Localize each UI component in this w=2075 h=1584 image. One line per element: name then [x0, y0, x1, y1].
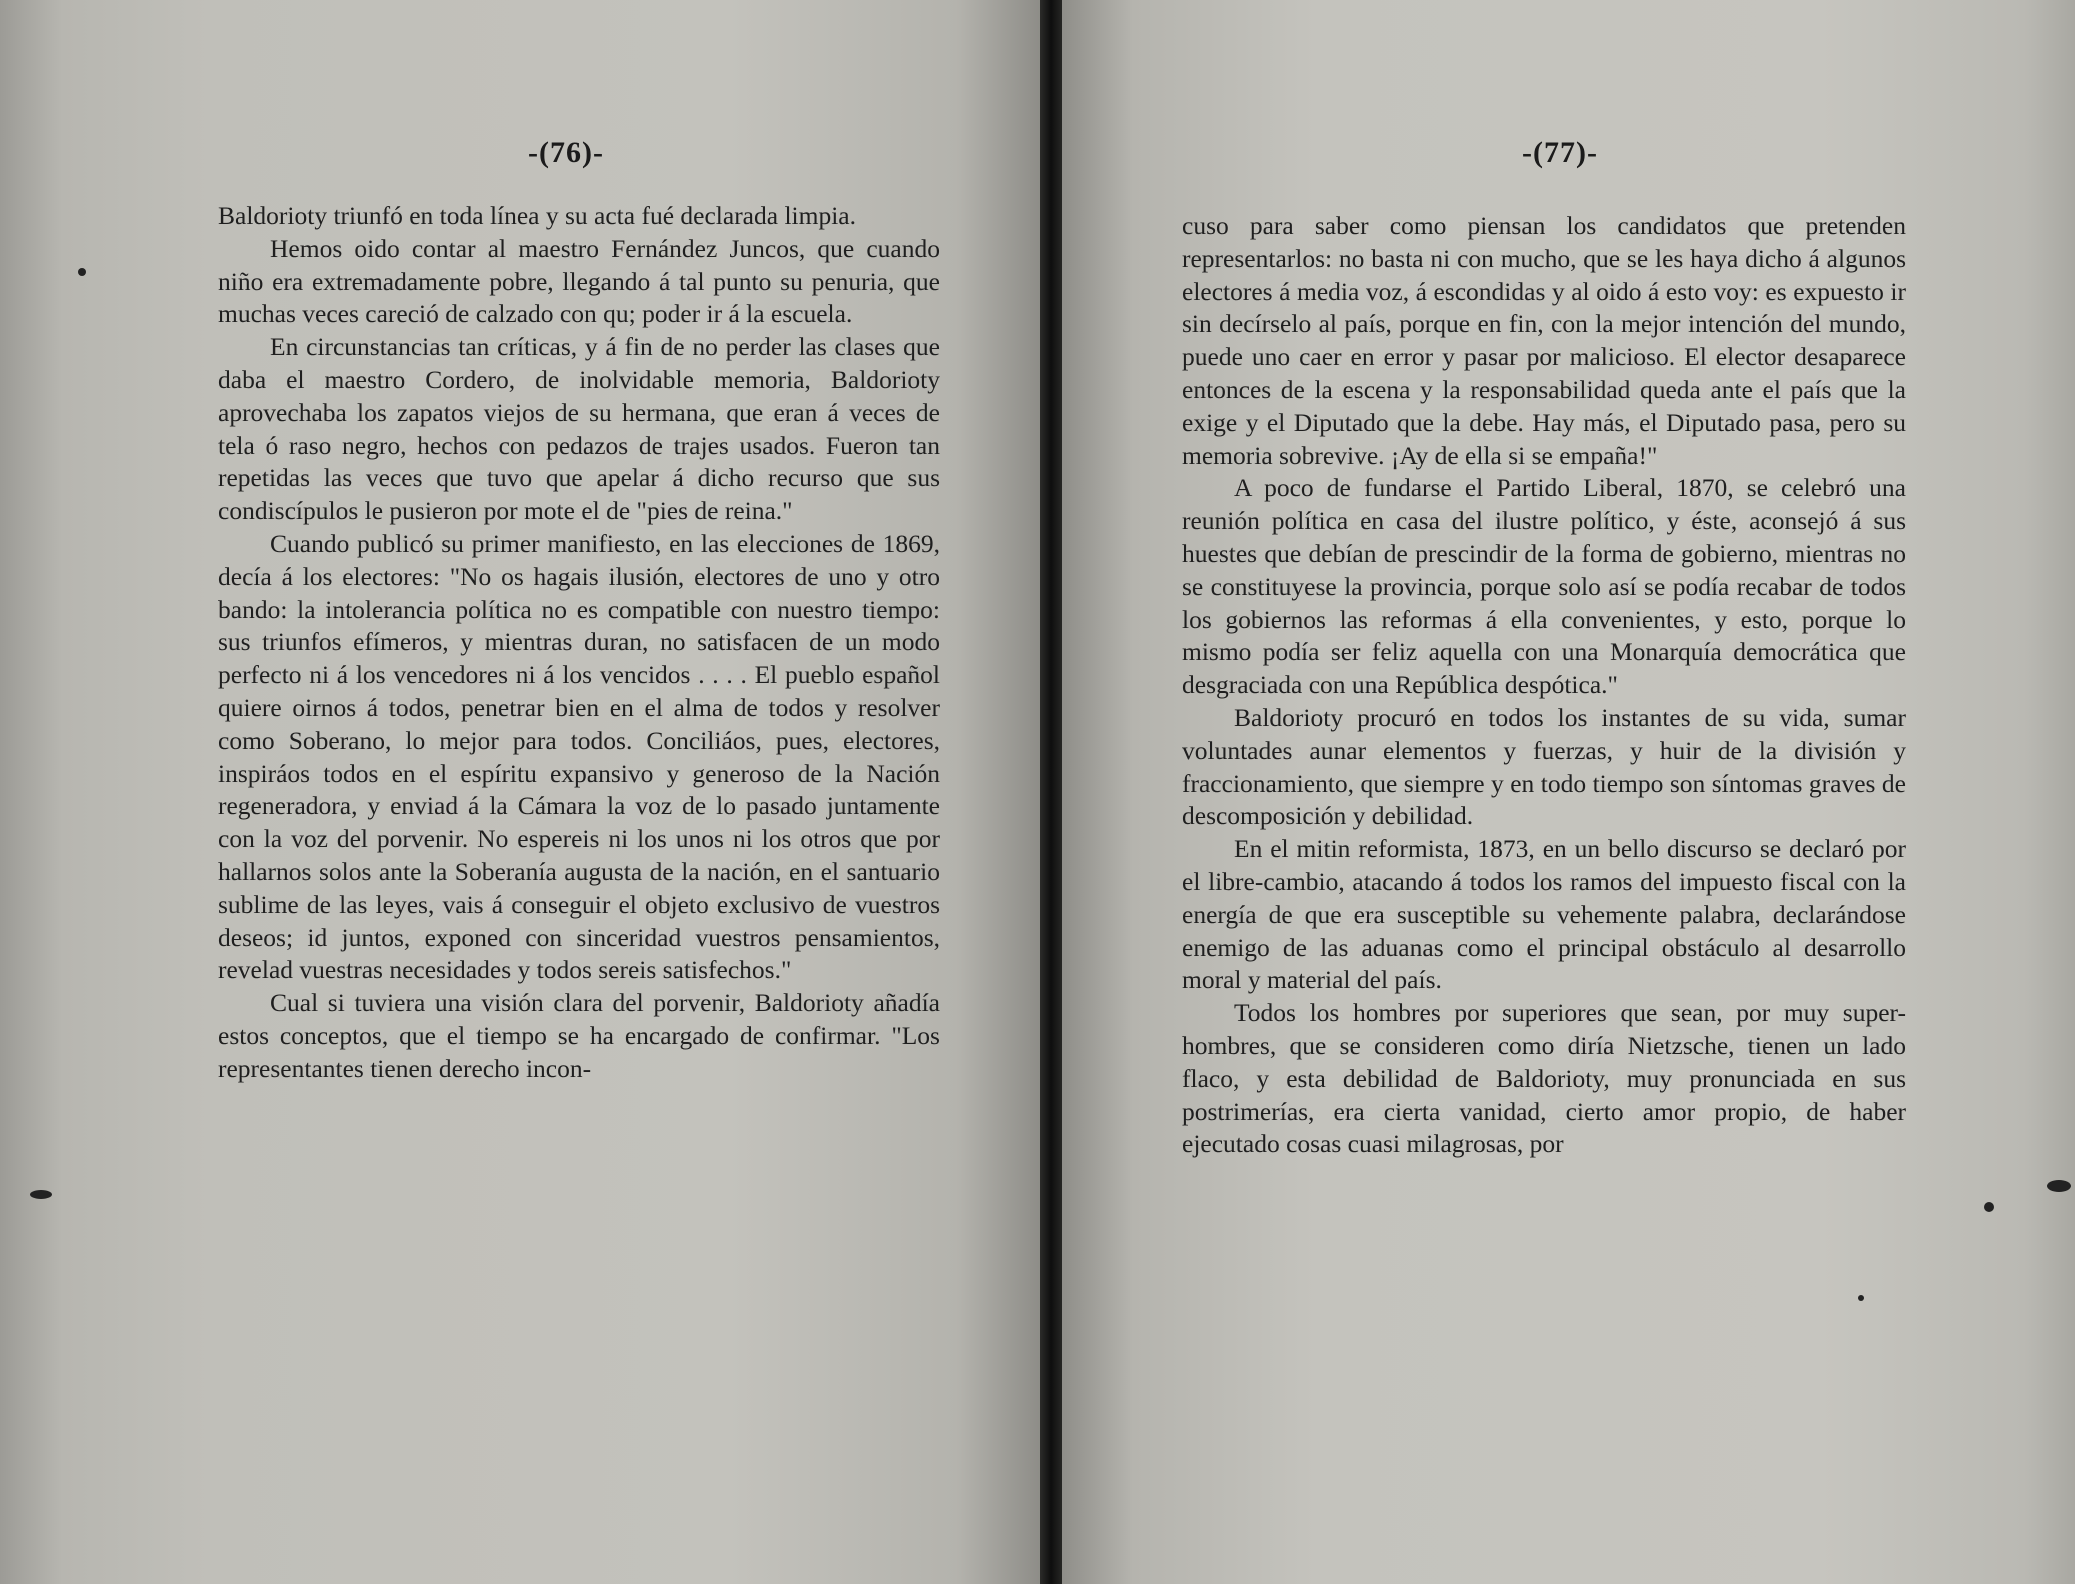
paragraph: Todos los hombres por superiores que sean, por muy super-hombres, que se consideren como diría Nietzsche, tienen un lado flaco, y esta debilidad de Baldorioty, muy pronunciada en sus postrimerías, era cierta vanidad, cierto amor propio, de haber ejecutado cosas cuasi milagrosas, por [1182, 998, 1906, 1159]
ink-speck [1984, 1202, 1994, 1212]
paragraph: cuso para saber como piensan los candidatos que pretenden representarlos: no basta ni con mucho, que se les haya dicho á algunos electores á media voz, á escondidas y al oido á esto voy: es expuesto ir sin decírselo al país, porque en fin, con la mejor intención del mundo, puede uno caer en error y pasar por malicioso. El elector desaparece entonces de la escena y la responsabilidad queda ante el país que la exige y el Diputado que la debe. Hay más, el Diputado pasa, pero su memoria sobrevive. ¡Ay de ella si se empaña!" [1182, 211, 1906, 470]
page-number-right: -(77)- [1522, 136, 1598, 169]
paragraph: En circunstancias tan críticas, y á fin de no perder las clases que daba el maestro Cordero, de inolvidable memoria, Baldorioty aprovechaba los zapatos viejos de su hermana, que eran á veces de tela ó raso negro, hechos con pedazos de trajes usados. Fueron tan repetidas las veces que tuvo que apelar á dicho recurso que sus condiscípulos le pusieron por mote el de "pies de reina." [218, 332, 940, 526]
book-gutter [1040, 0, 1062, 1584]
page-number-left: -(76)- [528, 136, 604, 169]
paragraph: Cual si tuviera una visión clara del porvenir, Baldorioty añadía estos conceptos, que el tiempo se ha encargado de confirmar. "Los representantes tienen derecho incon- [218, 988, 940, 1083]
ink-speck [30, 1190, 52, 1199]
paragraph: A poco de fundarse el Partido Liberal, 1870, se celebró una reunión política en casa del ilustre político, y éste, aconsejó á sus huestes que debían de prescindir de la forma de gobierno, mientras no se constituyese la provincia, porque solo así se podía recabar de todos los gobiernos las reformas á ella convenientes, y esto, porque lo mismo podía ser feliz aquella con una Monarquía democrática que desgraciada con una República despótica." [1182, 473, 1906, 700]
paragraph: Hemos oido contar al maestro Fernández Juncos, que cuando niño era extremadamente pobre, llegando á tal punto su penuria, que muchas veces careció de calzado con qu; poder ir á la escuela. [218, 233, 940, 329]
right-page-text [1182, 210, 1906, 1161]
ink-speck [78, 268, 86, 276]
paragraph: Baldorioty triunfó en toda línea y su acta fué declarada limpia. [218, 201, 856, 230]
left-page-text [218, 200, 940, 1086]
paragraph: Cuando publicó su primer manifiesto, en las elecciones de 1869, decía á los electores: "No os hagais ilusión, electores de uno y otro bando: la intolerancia política no es compatible con nuestro tiempo: sus triunfos efímeros, y mientras duran, no satisfacen de un modo perfecto ni á los vencedores ni á los vencidos . . . . El pueblo español quiere oirnos á todos, penetrar bien en el alma de todos y resolver como Soberano, lo mejor para todos. Conciliáos, pues, electores, inspiráos todos en el espíritu expansivo y generoso de la Nación regeneradora, y enviad á la Cámara la voz de lo pasado juntamente con la voz del porvenir. No espereis ni los unos ni los otros que por hallarnos solos ante la Soberanía augusta de la nación, en el santuario sublime de las leyes, vais á conseguir el objeto exclusivo de vuestros deseos; id juntos, exponed con sinceridad vuestros pensamientos, revelad vuestras necesidades y todos sereis satisfechos." [218, 528, 940, 985]
right-page [1062, 0, 2075, 1584]
ink-speck [1858, 1295, 1864, 1301]
paragraph: En el mitin reformista, 1873, en un bello discurso se declaró por el libre-cambio, atacando á todos los ramos del impuesto fiscal con la energía de que era susceptible su vehemente palabra, declarándose enemigo de las aduanas como el principal obstáculo al desarrollo moral y material del país. [1182, 834, 1906, 995]
ink-speck [2047, 1180, 2071, 1192]
paragraph: Baldorioty procuró en todos los instantes de su vida, sumar voluntades aunar elementos y fuerzas, y huir de la división y fraccionamiento, que siempre y en todo tiempo son síntomas graves de descomposición y debilidad. [1182, 702, 1906, 831]
